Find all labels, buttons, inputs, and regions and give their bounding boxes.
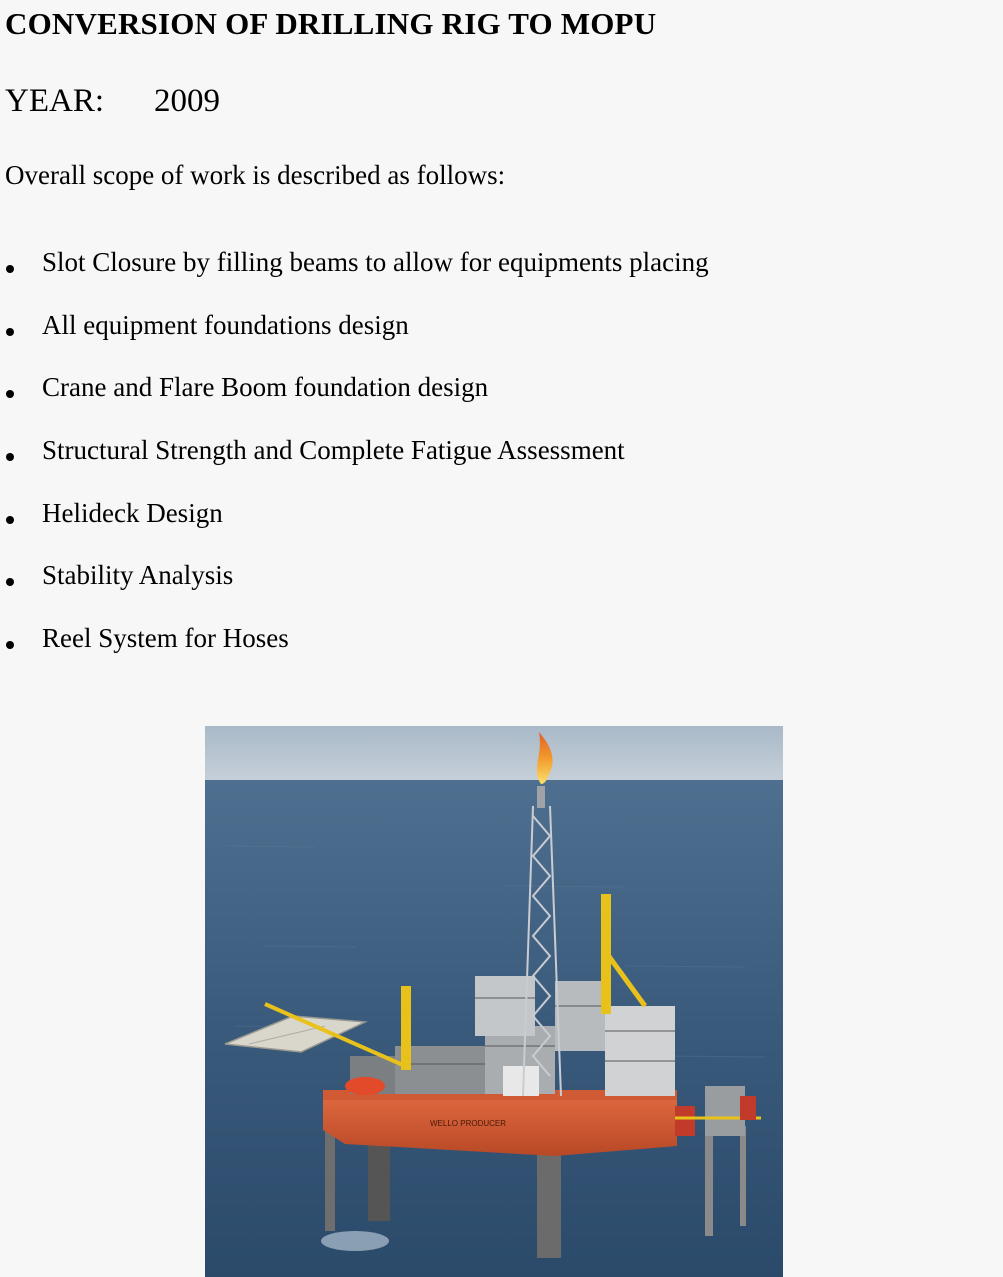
hull-lettering: WELLO PRODUCER	[430, 1119, 507, 1128]
bullet-icon	[6, 641, 14, 649]
year-label: YEAR:	[5, 83, 104, 119]
year-value: 2009	[154, 83, 220, 119]
bullet-icon	[6, 578, 14, 586]
scope-item-text: Crane and Flare Boom foundation design	[42, 372, 489, 403]
scope-item-text: All equipment foundations design	[42, 309, 409, 340]
scope-item-text: Helideck Design	[42, 497, 223, 528]
scope-item-text: Slot Closure by filling beams to allow for equipments placing	[42, 247, 709, 277]
scope-item-text: Reel System for Hoses	[42, 623, 289, 654]
offshore-platform-photo	[205, 726, 783, 1277]
bullet-icon	[6, 453, 14, 461]
page-title: CONVERSION OF DRILLING RIG TO MOPU	[5, 6, 657, 41]
bullet-icon	[6, 516, 14, 524]
year-line	[5, 80, 220, 122]
lifeboat	[345, 1077, 385, 1095]
bullet-icon	[6, 390, 14, 398]
scope-item-text: Stability Analysis	[42, 560, 234, 591]
sky	[205, 726, 783, 782]
bullet-icon	[6, 265, 14, 273]
bullet-icon	[6, 328, 14, 336]
scope-intro: Overall scope of work is described as follows:	[5, 160, 506, 190]
scope-item-text: Structural Strength and Complete Fatigue Assessment	[42, 435, 625, 466]
